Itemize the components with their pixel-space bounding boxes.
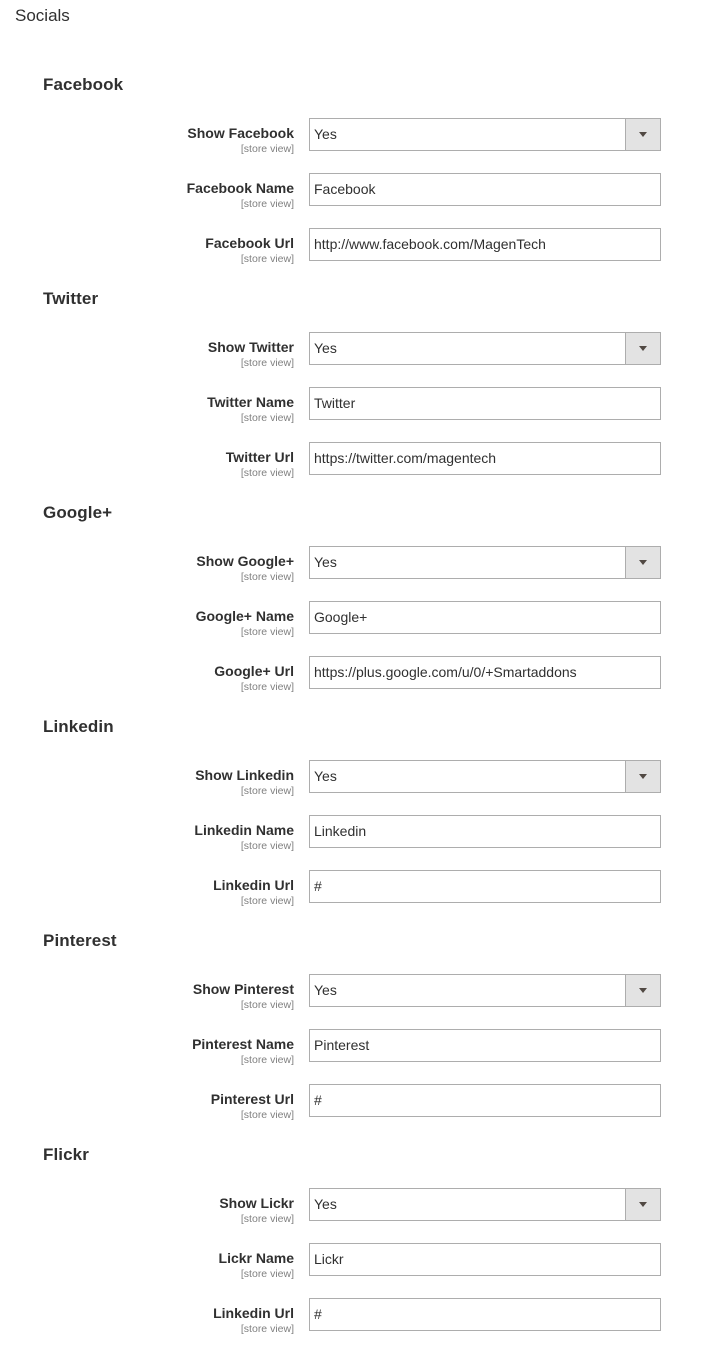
show-linkedin-select[interactable] bbox=[309, 760, 661, 793]
facebook-name-input[interactable]: Facebook bbox=[309, 173, 661, 206]
select-value: Yes bbox=[314, 554, 337, 570]
select-toggle[interactable] bbox=[625, 1189, 660, 1220]
chevron-down-icon bbox=[639, 774, 647, 779]
field-label: Pinterest Name bbox=[192, 1036, 294, 1052]
page-title: Socials bbox=[15, 6, 70, 25]
google-plus-url-input[interactable]: https://plus.google.com/u/0/+Smartaddons bbox=[309, 656, 661, 689]
group-title: Google+ bbox=[43, 503, 113, 522]
field-row bbox=[0, 546, 716, 583]
field-row bbox=[0, 332, 716, 369]
scope-label: [store view] bbox=[240, 253, 294, 265]
field-label: Pinterest Url bbox=[210, 1091, 294, 1107]
scope-label: [store view] bbox=[240, 571, 294, 583]
chevron-down-icon bbox=[639, 132, 647, 137]
select-value: Yes bbox=[314, 982, 337, 998]
field-label: Show Lickr bbox=[219, 1195, 294, 1211]
scope-label: [store view] bbox=[240, 840, 294, 852]
pinterest-url-input[interactable]: # bbox=[309, 1084, 661, 1117]
field-row bbox=[0, 760, 716, 797]
scope-label: [store view] bbox=[240, 1213, 294, 1225]
group-google-plus bbox=[0, 502, 716, 716]
field-label: Google+ Name bbox=[195, 608, 294, 624]
group-title: Linkedin bbox=[43, 717, 114, 736]
group-title: Flickr bbox=[43, 1145, 89, 1164]
group-title: Twitter bbox=[43, 289, 99, 308]
field-label: Linkedin Url bbox=[213, 1305, 294, 1321]
twitter-name-input[interactable]: Twitter bbox=[309, 387, 661, 420]
field-row bbox=[0, 974, 716, 1011]
field-label: Linkedin Url bbox=[213, 877, 294, 893]
scope-label: [store view] bbox=[240, 143, 294, 155]
scope-label: [store view] bbox=[240, 412, 294, 424]
scope-label: [store view] bbox=[240, 357, 294, 369]
field-label: Facebook Name bbox=[186, 180, 294, 196]
show-google-plus-select[interactable] bbox=[309, 546, 661, 579]
group-title: Facebook bbox=[43, 75, 124, 94]
twitter-url-input[interactable]: https://twitter.com/magentech bbox=[309, 442, 661, 475]
select-toggle[interactable] bbox=[625, 761, 660, 792]
scope-label: [store view] bbox=[240, 1109, 294, 1121]
field-label: Show Pinterest bbox=[192, 981, 294, 997]
field-label: Facebook Url bbox=[205, 235, 294, 251]
chevron-down-icon bbox=[639, 560, 647, 565]
group-pinterest bbox=[0, 930, 716, 1144]
linkedin-name-input[interactable]: Linkedin bbox=[309, 815, 661, 848]
field-label: Linkedin Name bbox=[194, 822, 294, 838]
select-value: Yes bbox=[314, 1196, 337, 1212]
group-title: Pinterest bbox=[43, 931, 117, 950]
show-twitter-select[interactable] bbox=[309, 332, 661, 365]
field-row bbox=[0, 442, 716, 479]
scope-label: [store view] bbox=[240, 198, 294, 210]
chevron-down-icon bbox=[639, 988, 647, 993]
field-row bbox=[0, 870, 716, 907]
scope-label: [store view] bbox=[240, 626, 294, 638]
scope-label: [store view] bbox=[240, 681, 294, 693]
scope-label: [store view] bbox=[240, 1054, 294, 1066]
show-facebook-select[interactable] bbox=[309, 118, 661, 151]
google-plus-name-input[interactable]: Google+ bbox=[309, 601, 661, 634]
group-flickr bbox=[0, 1144, 716, 1358]
chevron-down-icon bbox=[639, 1202, 647, 1207]
group-twitter bbox=[0, 288, 716, 502]
scope-label: [store view] bbox=[240, 895, 294, 907]
show-pinterest-select[interactable] bbox=[309, 974, 661, 1007]
field-row bbox=[0, 1243, 716, 1280]
field-label: Twitter Url bbox=[225, 449, 294, 465]
scope-label: [store view] bbox=[240, 467, 294, 479]
linkedin-url-input[interactable]: # bbox=[309, 870, 661, 903]
field-row bbox=[0, 387, 716, 424]
group-linkedin bbox=[0, 716, 716, 930]
flickr-name-input[interactable]: Lickr bbox=[309, 1243, 661, 1276]
field-row bbox=[0, 1298, 716, 1335]
pinterest-name-input[interactable]: Pinterest bbox=[309, 1029, 661, 1062]
select-value: Yes bbox=[314, 340, 337, 356]
select-toggle[interactable] bbox=[625, 975, 660, 1006]
field-row bbox=[0, 656, 716, 693]
field-row bbox=[0, 1029, 716, 1066]
scope-label: [store view] bbox=[240, 999, 294, 1011]
scope-label: [store view] bbox=[240, 785, 294, 797]
select-toggle[interactable] bbox=[625, 547, 660, 578]
scope-label: [store view] bbox=[240, 1323, 294, 1335]
field-label: Google+ Url bbox=[214, 663, 294, 679]
field-row bbox=[0, 228, 716, 265]
field-row bbox=[0, 1188, 716, 1225]
field-label: Show Linkedin bbox=[195, 767, 294, 783]
field-label: Show Facebook bbox=[187, 125, 294, 141]
field-label: Show Google+ bbox=[196, 553, 294, 569]
select-toggle[interactable] bbox=[625, 119, 660, 150]
field-label: Twitter Name bbox=[207, 394, 294, 410]
field-row bbox=[0, 118, 716, 155]
field-label: Show Twitter bbox=[207, 339, 294, 355]
scope-label: [store view] bbox=[240, 1268, 294, 1280]
select-toggle[interactable] bbox=[625, 333, 660, 364]
field-label: Lickr Name bbox=[218, 1250, 294, 1266]
show-flickr-select[interactable] bbox=[309, 1188, 661, 1221]
field-row bbox=[0, 1084, 716, 1121]
field-row bbox=[0, 173, 716, 210]
select-value: Yes bbox=[314, 768, 337, 784]
select-value: Yes bbox=[314, 126, 337, 142]
field-row bbox=[0, 815, 716, 852]
flickr-url-input[interactable]: # bbox=[309, 1298, 661, 1331]
group-facebook bbox=[0, 74, 716, 288]
facebook-url-input[interactable]: http://www.facebook.com/MagenTech bbox=[309, 228, 661, 261]
field-row bbox=[0, 601, 716, 638]
chevron-down-icon bbox=[639, 346, 647, 351]
